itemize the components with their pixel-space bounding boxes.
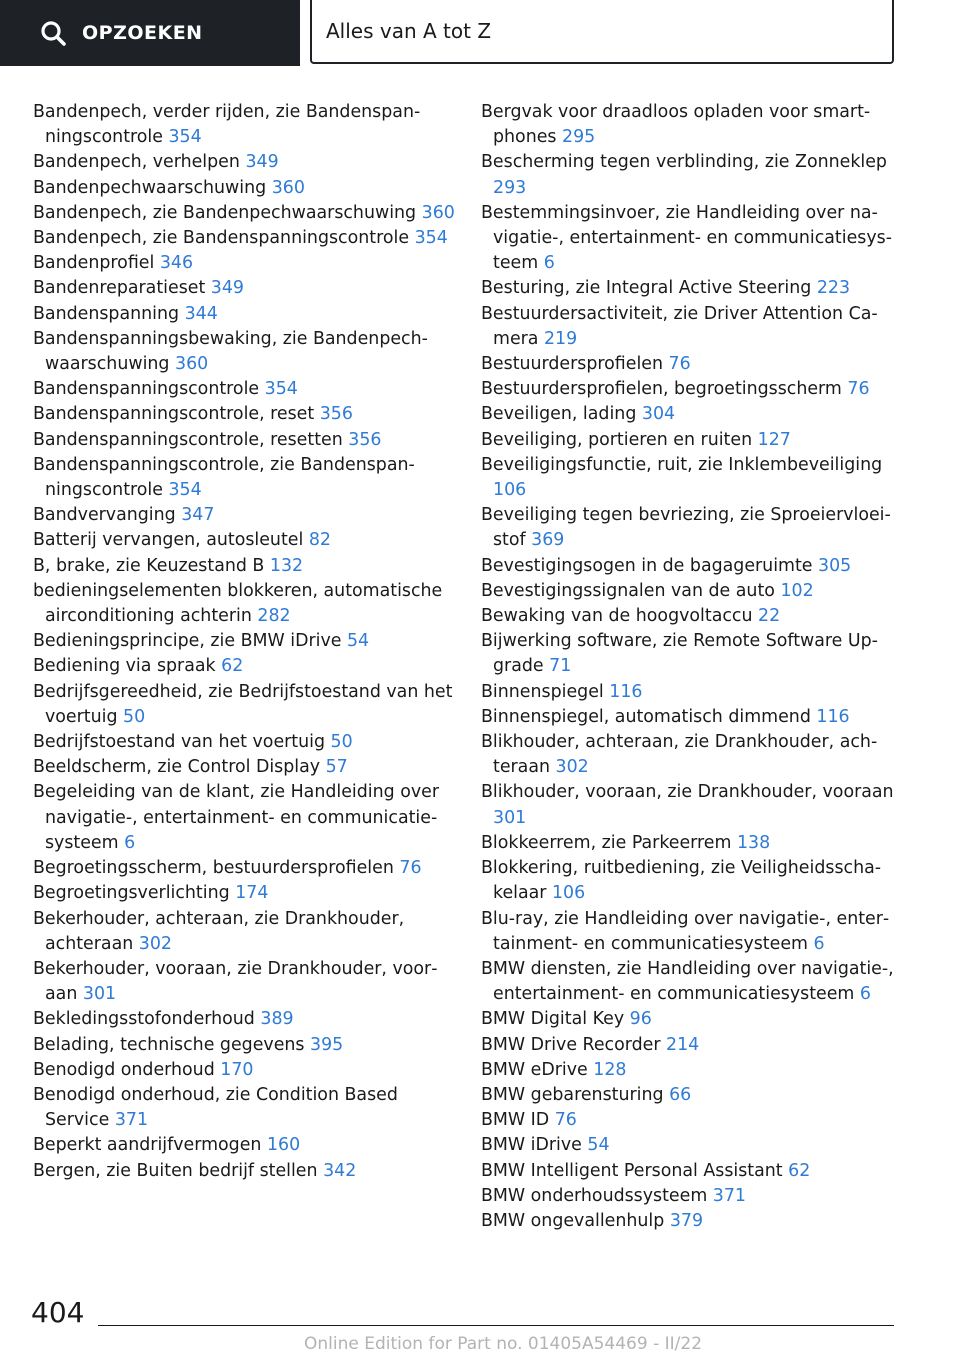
index-entry-text: Benodigd onderhoud	[33, 1059, 221, 1080]
index-entry	[33, 1159, 463, 1184]
edition-note: Online Edition for Part no. 01405A54469 - II/22	[304, 1334, 703, 1354]
page-link[interactable]: 295	[562, 127, 596, 148]
index-entry	[33, 327, 463, 377]
index-entry-text: Bandenspanningscontrole, zie Bandenspanningscontrole	[33, 454, 415, 501]
page-link[interactable]: 174	[235, 883, 269, 904]
index-entry-text: Bedrijfstoestand van het voertuig	[33, 732, 331, 753]
page-link[interactable]: 395	[310, 1034, 344, 1055]
index-entry	[33, 654, 463, 679]
index-entry-text: Beveiliging tegen bevriezing, zie Sproeiervloeistof	[481, 505, 891, 551]
index-entry-text: Bandenspanningscontrole, reset	[33, 404, 320, 425]
index-entry	[481, 377, 901, 402]
index-entry	[33, 881, 463, 906]
page-link[interactable]: 106	[551, 883, 586, 904]
index-entry-text: Batterij vervangen, autosleutel	[33, 530, 309, 551]
index-entry-text: Begroetingsverlichting	[33, 883, 236, 904]
page-link[interactable]: 54	[587, 1135, 610, 1156]
index-entry	[481, 629, 901, 679]
index-entry-text: Bandenreparatieset	[33, 278, 211, 299]
index-entry-text: Bestuurdersprofielen	[481, 354, 669, 375]
page-link[interactable]: 102	[780, 580, 814, 601]
index-entry-text: Bandenprofiel	[33, 253, 160, 274]
index-entry-text: Benodigd onderhoud, zie Condition Based Service	[33, 1084, 398, 1131]
page-link[interactable]: 82	[308, 530, 331, 551]
page-link[interactable]: 354	[168, 480, 202, 501]
index-entry-text: Bandenpech, verhelpen	[33, 152, 246, 173]
index-entry	[33, 957, 463, 1007]
page-link[interactable]: 354	[264, 379, 298, 400]
index-entry	[481, 150, 901, 200]
index-entry-text: BMW diensten, zie Handleiding over navigatie-, entertainment- en communicatiesysteem	[481, 958, 894, 1005]
index-column-right	[481, 100, 901, 1234]
index-entry	[481, 503, 901, 553]
page-link[interactable]: 160	[266, 1135, 301, 1156]
page-link[interactable]: 6	[543, 253, 555, 274]
index-entry-text: Blikhouder, vooraan, zie Drankhouder, vooraan	[481, 782, 894, 803]
index-entry	[33, 150, 463, 175]
index-entry	[481, 1058, 901, 1083]
page-link[interactable]: 6	[813, 933, 825, 954]
index-entry	[33, 428, 463, 453]
index-entry-text: BMW Intelligent Personal Assistant	[481, 1160, 789, 1181]
index-entry-text: Bandenpechwaarschuwing	[33, 177, 272, 198]
index-entry	[33, 780, 463, 856]
index-entry	[33, 1033, 463, 1058]
index-entry-text: Beveiligingsfunctie, ruit, zie Inklembeveiliging	[481, 454, 883, 475]
page-link[interactable]: 360	[421, 202, 455, 223]
index-entry	[481, 1209, 901, 1234]
index-entry-text: Bandenspanningscontrole	[33, 379, 265, 400]
index-entry-text: Binnenspiegel	[481, 681, 610, 702]
index-entry	[481, 352, 901, 377]
page-link[interactable]: 349	[210, 278, 244, 299]
index-entry-text: Bediening via spraak	[33, 656, 222, 677]
index-entry	[481, 1033, 901, 1058]
page-link[interactable]: 127	[757, 429, 791, 450]
page-link[interactable]: 389	[260, 1009, 294, 1030]
index-entry	[481, 1007, 901, 1032]
page-link[interactable]: 132	[269, 555, 304, 576]
index-entry-text: BMW gebarensturing	[481, 1084, 670, 1105]
page-link[interactable]: 6	[124, 832, 136, 853]
index-entry-text: Bekerhouder, vooraan, zie Drankhouder, vooraan	[33, 958, 438, 1005]
index-entry-text: Blokkeerrem, zie Parkeerrem	[481, 832, 737, 853]
index-entry-text: Bandenspanningscontrole, resetten	[33, 429, 349, 450]
index-entry	[481, 604, 901, 629]
index-entry	[33, 377, 463, 402]
index-entry	[481, 780, 901, 830]
index-entry	[33, 579, 463, 629]
page-link[interactable]: 116	[609, 681, 643, 702]
page-link[interactable]: 71	[549, 656, 572, 677]
index-entry-text: Bekerhouder, achteraan, zie Drankhouder, achteraan	[33, 908, 405, 954]
index-entry-text: BMW eDrive	[481, 1059, 594, 1080]
page-link[interactable]: 302	[555, 757, 589, 778]
index-entry	[33, 1083, 463, 1133]
index-entry	[481, 831, 901, 856]
search-label: OPZOEKEN	[82, 22, 203, 44]
index-entry	[33, 755, 463, 780]
index-entry-text: Begroetingsscherm, bestuurdersprofielen	[33, 858, 400, 879]
index-entry-text: B, brake, zie Keuzestand B	[33, 555, 270, 576]
search-icon	[38, 18, 68, 48]
index-entry-text: BMW iDrive	[481, 1135, 588, 1156]
index-entry	[481, 957, 901, 1007]
index-entry	[481, 100, 901, 150]
page-link[interactable]: 76	[399, 858, 422, 879]
page-link[interactable]: 301	[493, 807, 527, 828]
index-column-left	[33, 100, 463, 1184]
page-link[interactable]: 342	[323, 1160, 357, 1181]
page-link[interactable]: 6	[859, 984, 871, 1005]
index-entry	[481, 680, 901, 705]
index-entry	[33, 100, 463, 150]
index-entry	[481, 276, 901, 301]
page-link[interactable]: 170	[220, 1059, 254, 1080]
page-link[interactable]: 301	[82, 984, 117, 1005]
footer-divider	[98, 1325, 894, 1326]
index-entry	[33, 1133, 463, 1158]
index-entry	[33, 226, 463, 251]
page-link[interactable]: 62	[221, 656, 244, 677]
section-tab[interactable]	[310, 0, 894, 64]
page-link[interactable]: 346	[159, 253, 194, 274]
index-entry-text: Bescherming tegen verblinding, zie Zonneklep	[481, 152, 887, 173]
index-entry	[481, 302, 901, 352]
index-entry-text: Bewaking van de hoogvoltaccu	[481, 606, 759, 627]
page-link[interactable]: 347	[181, 505, 215, 526]
page-link[interactable]: 356	[348, 429, 382, 450]
index-entry-text: Bandvervanging	[33, 505, 182, 526]
index-entry-text: Bedrijfsgereedheid, zie Bedrijfstoestand van het voertuig	[33, 681, 453, 727]
page-link[interactable]: 305	[818, 555, 852, 576]
page-link[interactable]: 50	[330, 732, 353, 753]
index-entry-text: Bestuurdersprofielen, begroetingsscherm	[481, 379, 848, 400]
page-link[interactable]: 369	[531, 530, 565, 551]
index-entry	[33, 554, 463, 579]
index-entry-text: bedieningselementen blokkeren, automatische airconditioning achterin	[33, 580, 443, 627]
page-link[interactable]: 293	[493, 177, 527, 198]
page-link[interactable]: 54	[346, 631, 370, 652]
index-entry-text: Bandenpech, verder rijden, zie Bandenspanningscontrole	[33, 102, 421, 148]
index-entry-text: Bijwerking software, zie Remote Software Upgrade	[481, 631, 878, 677]
index-entry-text: Bestemmingsinvoer, zie Handleiding over navigatie-, entertainment- en communicatiesysteem	[481, 202, 892, 274]
index-entry	[481, 705, 901, 730]
page-link[interactable]: 356	[319, 404, 353, 425]
index-entry-text: Bevestigingssignalen van de auto	[481, 580, 781, 601]
page-number: 404	[31, 1296, 85, 1329]
index-entry-text: Blikhouder, achteraan, zie Drankhouder, achteraan	[481, 732, 878, 778]
header	[0, 0, 960, 66]
index-entry-text: Besturing, zie Integral Active Steering	[481, 278, 817, 299]
index-entry-text: Bekledingsstofonderhoud	[33, 1009, 261, 1030]
page-link[interactable]: 282	[257, 606, 291, 627]
index-entry-text: Blokkering, ruitbediening, zie Veiligheidsschakelaar	[481, 858, 882, 904]
page-link[interactable]: 354	[414, 228, 448, 249]
index-entry-text: BMW ID	[481, 1110, 555, 1131]
index-entry	[33, 1007, 463, 1032]
page-link[interactable]: 76	[847, 379, 870, 400]
index-entry	[481, 730, 901, 780]
page-link[interactable]: 223	[816, 278, 851, 299]
index-entry	[481, 907, 901, 957]
page-link[interactable]: 354	[168, 127, 202, 148]
index-entry	[33, 251, 463, 276]
index-entry	[33, 302, 463, 327]
index-entry-text: Belading, technische gegevens	[33, 1034, 311, 1055]
index-entry	[481, 579, 901, 604]
index-entry-text: Bergen, zie Buiten bedrijf stellen	[33, 1160, 324, 1181]
index-entry-text: Beeldscherm, zie Control Display	[33, 757, 326, 778]
page-link[interactable]: 304	[641, 404, 676, 425]
index-entry	[33, 907, 463, 957]
index-entry	[33, 856, 463, 881]
index-entry-text: BMW onderhoudssysteem	[481, 1185, 713, 1206]
page-link[interactable]: 116	[816, 706, 850, 727]
index-entry	[481, 1133, 901, 1158]
page-link[interactable]: 219	[543, 328, 578, 349]
page-link[interactable]: 360	[271, 177, 305, 198]
index-entry-text: Bandenpech, zie Bandenpechwaarschuwing	[33, 202, 422, 223]
index-entry-text: Blu-ray, zie Handleiding over navigatie-, entertainment- en communicatiesysteem	[481, 908, 890, 954]
page-link[interactable]: 22	[758, 606, 781, 627]
index-entry	[481, 1159, 901, 1184]
page-link[interactable]: 96	[629, 1009, 652, 1030]
page-link[interactable]: 62	[788, 1160, 811, 1181]
index-entry-text: Bevestigingsogen in de bagageruimte	[481, 555, 819, 576]
page-link[interactable]: 106	[493, 480, 527, 501]
index-entry	[481, 428, 901, 453]
index-entry	[33, 453, 463, 503]
page-link[interactable]: 371	[114, 1110, 149, 1131]
index-entry	[33, 680, 463, 730]
page-link[interactable]: 302	[138, 933, 172, 954]
index-entry	[33, 201, 463, 226]
index-entry-text: Binnenspiegel, automatisch dimmend	[481, 706, 817, 727]
index-entry	[481, 554, 901, 579]
index-entry-text: Beveiliging, portieren en ruiten	[481, 429, 758, 450]
index-entry	[33, 176, 463, 201]
index-entry	[33, 503, 463, 528]
page-link[interactable]: 349	[245, 152, 279, 173]
index-entry-text: Bergvak voor draadloos opladen voor smartphones	[481, 102, 871, 148]
index-entry	[33, 528, 463, 553]
index-entry	[33, 402, 463, 427]
index-entry	[481, 1184, 901, 1209]
index-entry	[33, 629, 463, 654]
search-button[interactable]	[0, 0, 300, 66]
index-entry-text: Bedieningsprincipe, zie BMW iDrive	[33, 631, 347, 652]
page-link[interactable]: 344	[184, 303, 218, 324]
page-link[interactable]: 379	[669, 1210, 704, 1231]
page-link[interactable]: 50	[123, 706, 146, 727]
page-link[interactable]: 371	[712, 1185, 746, 1206]
index-entry-text: BMW ongevallenhulp	[481, 1210, 670, 1231]
index-entry	[33, 276, 463, 301]
index-entry-text: BMW Digital Key	[481, 1009, 630, 1030]
index-entry-text: Bestuurdersactiviteit, zie Driver Attention Camera	[481, 303, 878, 349]
page-link[interactable]: 57	[325, 757, 348, 778]
index-entry	[481, 402, 901, 427]
index-entry	[481, 201, 901, 277]
page-link[interactable]: 76	[554, 1110, 577, 1131]
index-entry	[481, 453, 901, 503]
index-entry-text: Bandenspanning	[33, 303, 185, 324]
page-link[interactable]: 128	[593, 1059, 627, 1080]
section-title: Alles van A tot Z	[326, 19, 492, 43]
page-link[interactable]: 138	[736, 832, 771, 853]
page-link[interactable]: 214	[666, 1034, 700, 1055]
index-entry-text: BMW Drive Recorder	[481, 1034, 667, 1055]
index-entry	[33, 730, 463, 755]
index-entry-text: Bandenspanningsbewaking, zie Bandenpechwaarschuwing	[33, 328, 428, 375]
page-link[interactable]: 360	[175, 354, 209, 375]
index-entry-text: Beveiligen, lading	[481, 404, 642, 425]
page-link[interactable]: 76	[668, 354, 691, 375]
index-entry	[481, 1108, 901, 1133]
index-entry	[481, 1083, 901, 1108]
index-entry	[481, 856, 901, 906]
index-entry-text: Beperkt aandrijfvermogen	[33, 1135, 267, 1156]
index-entry	[33, 1058, 463, 1083]
index-entry-text: Begeleiding van de klant, zie Handleiding over navigatie-, entertainment- en communicatiesysteem	[33, 782, 439, 853]
page-link[interactable]: 66	[669, 1084, 692, 1105]
index-entry-text: Bandenpech, zie Bandenspanningscontrole	[33, 228, 415, 249]
